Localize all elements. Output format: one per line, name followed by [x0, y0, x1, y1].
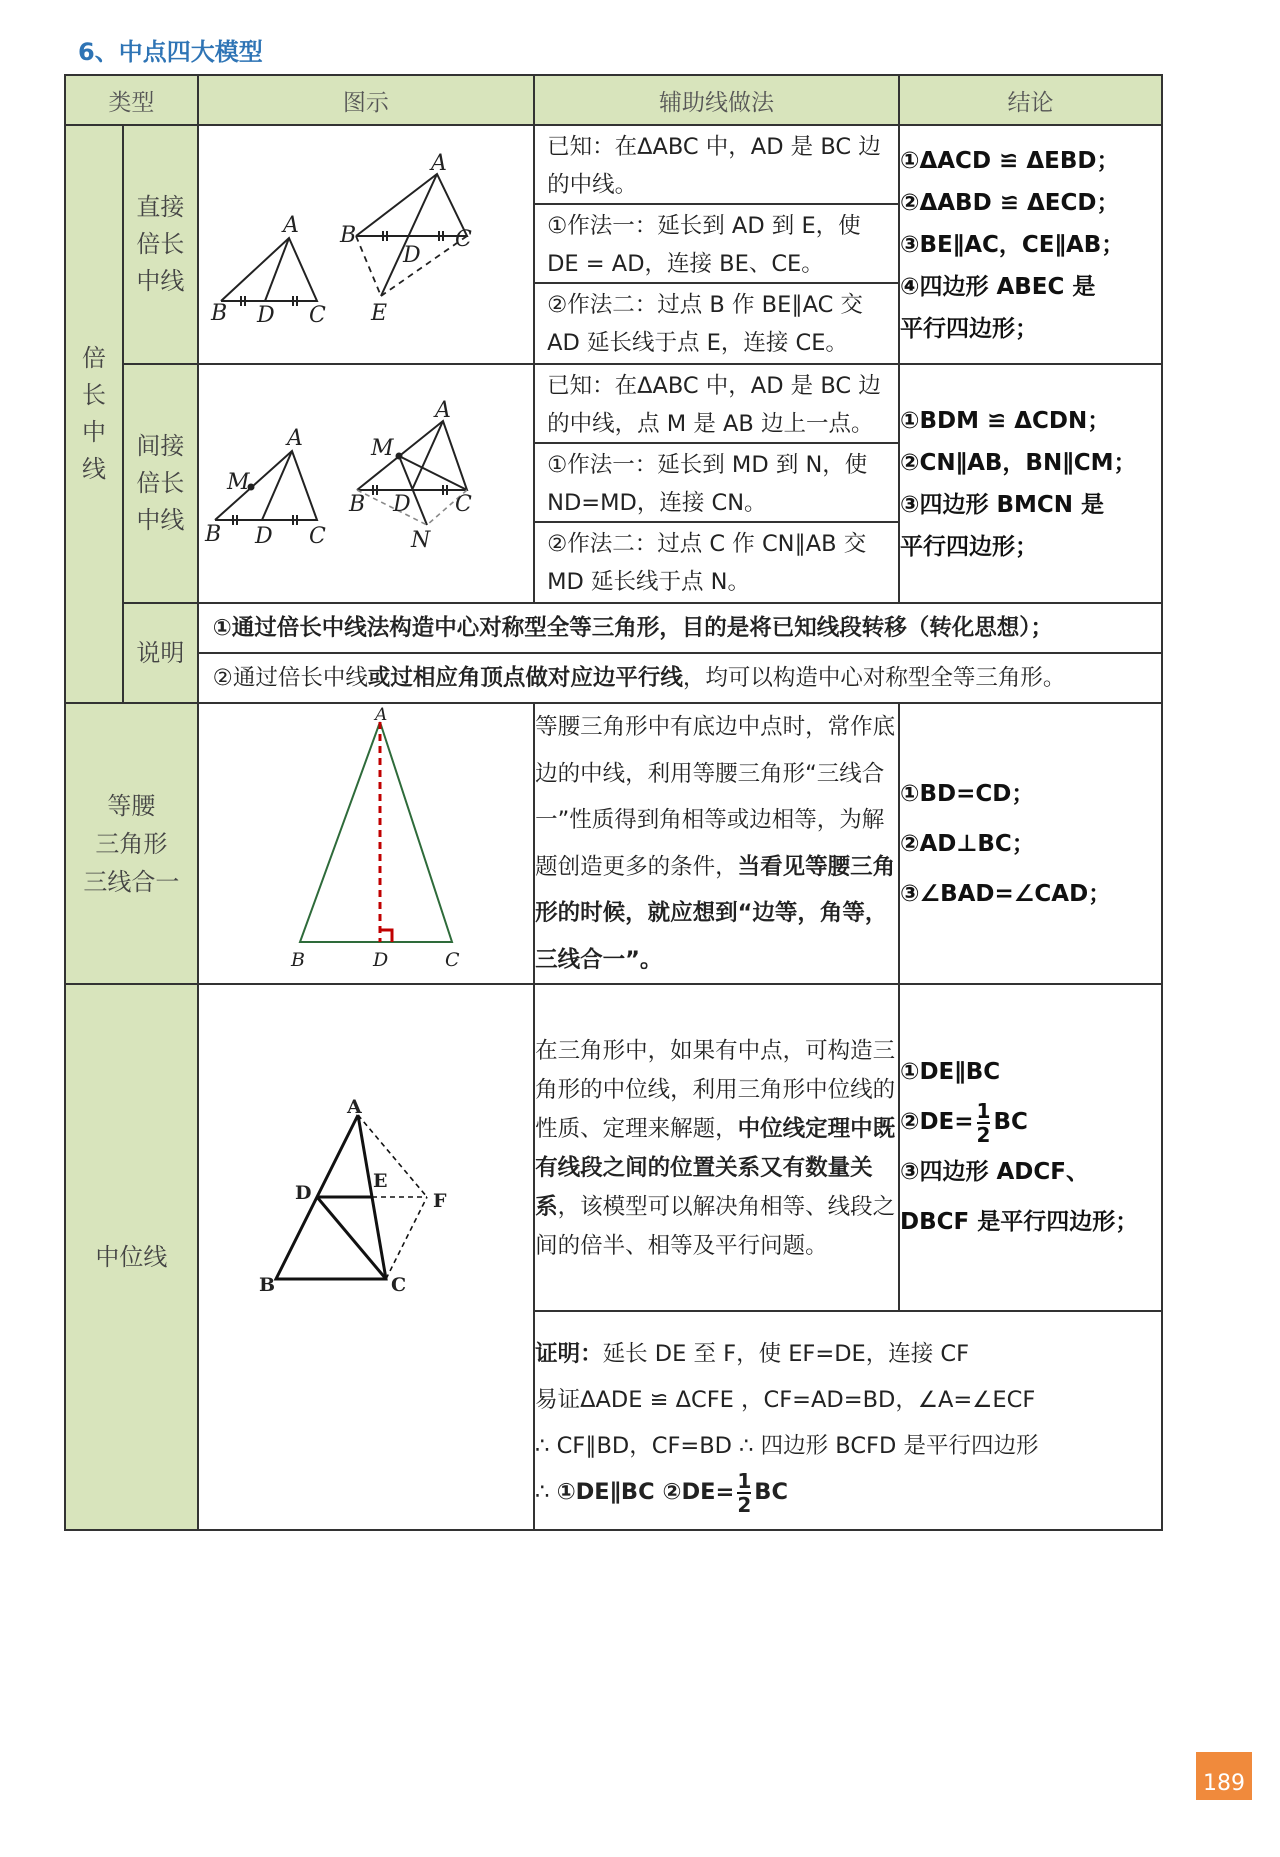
header-type: 类型: [65, 75, 198, 125]
proof-line-2: 易证ΔADE ≌ ΔCFE ，CF=AD=BD，∠A=∠ECF: [535, 1387, 1036, 1414]
label-B1: B: [210, 301, 227, 326]
label-F6: F: [432, 1190, 447, 1212]
header-method: 辅助线做法: [534, 75, 899, 125]
label-D2: D: [402, 243, 421, 268]
given-direct: 已知：在ΔABC 中，AD 是 BC 边的中线。: [535, 126, 898, 205]
fraction-den: 2: [976, 1122, 991, 1147]
conclusion-midline: [899, 984, 1162, 1311]
label-D1: D: [256, 303, 275, 328]
label-C4: C: [454, 492, 472, 517]
header-conclusion: 结论: [899, 75, 1162, 125]
indirect-median-diagram: [199, 365, 481, 598]
proof-fraction-num: 1: [737, 1468, 752, 1493]
conclusion-indirect-2: ②CN∥AB，BN∥CM；: [899, 449, 1137, 476]
given-indirect: 已知：在ΔABC 中，AD 是 BC 边的中线，点 M 是 AB 边上一点。: [535, 365, 898, 444]
label-A1: A: [282, 213, 299, 238]
subcategory-direct: [123, 125, 198, 364]
category-double-median: [65, 125, 123, 703]
label-A6: A: [346, 1096, 362, 1118]
figure-indirect: [198, 364, 534, 603]
label-B2: B: [339, 223, 356, 248]
label-M3: M: [226, 470, 250, 495]
header-figure: 图示: [198, 75, 534, 125]
category-isosceles: [65, 703, 198, 984]
subcategory-direct-label: 直接倍长中线: [136, 193, 185, 295]
conclusion-mid-2: [900, 1097, 1161, 1147]
label-B5: B: [290, 949, 305, 971]
midline-text-b: 中位线定理中既有线段之间的位置关系又有数量关系: [535, 1116, 896, 1221]
label-B6: B: [258, 1274, 275, 1296]
isosceles-text-a: 等腰三角形中有底边中点时，常作底边的中线，利用等腰三角形“三线合一”性质得到角相等或边相等，为解题创造更多的条件，: [535, 714, 896, 880]
subcategory-note: 说明: [123, 603, 198, 703]
label-A3: A: [286, 426, 303, 451]
subcategory-indirect: [123, 364, 198, 603]
method-isosceles: [534, 703, 899, 984]
conclusion-indirect-1: ①BDM ≌ ΔCDN；: [899, 407, 1111, 434]
midpoint-models-table: [64, 74, 1163, 1531]
header-row: [65, 75, 1162, 125]
proof-line-4: [535, 1469, 1161, 1516]
label-A5: A: [374, 705, 387, 725]
conclusion-direct-5: 平行四边形；: [899, 315, 1038, 342]
label-D5: D: [372, 949, 388, 971]
conclusion-direct: [899, 125, 1162, 364]
isosceles-diagram: [199, 704, 481, 979]
note-2a: ②通过倍长中线: [212, 665, 368, 691]
label-C5: C: [444, 949, 460, 971]
conclusion-isosceles: [899, 703, 1162, 984]
conclusion-mid-1: ①DE∥BC: [899, 1059, 1001, 1086]
method-midline: [534, 984, 899, 1311]
method2-direct: ②作法二：过点 B 作 BE∥AC 交 AD 延长线于点 E，连接 CE。: [547, 292, 863, 356]
proof-4-pre: ∴: [535, 1479, 557, 1506]
conclusion-direct-2: ②ΔABD ≌ ΔECD；: [899, 189, 1120, 216]
conclusion-direct-3: ③BE∥AC，CE∥AB；: [899, 231, 1125, 258]
conclusion-mid-2-post: BC: [993, 1109, 1028, 1136]
isosceles-text-b: 当看见等腰三角形的时候，就应想到“边等，角等，三线合一”。: [535, 853, 896, 973]
point-M2: [395, 453, 402, 460]
conclusion-mid-3: ③四边形 ADCF、: [899, 1159, 1089, 1186]
label-B3: B: [204, 522, 221, 547]
conclusion-direct-4: ④四边形 ABEC 是: [899, 273, 1096, 300]
row-isosceles: [65, 703, 1162, 984]
category-midline: 中位线: [65, 984, 198, 1530]
isosceles-label-1: 等腰: [107, 791, 156, 820]
label-C3: C: [308, 524, 326, 549]
label-D6: D: [294, 1182, 312, 1204]
figure-midline: [198, 984, 534, 1530]
label-E6: E: [372, 1170, 388, 1192]
label-A4: A: [434, 398, 451, 423]
proof-line-1: [535, 1331, 1161, 1377]
section-title: 6、中点四大模型: [78, 38, 263, 66]
method1-indirect: ①作法一：延长到 MD 到 N，使 ND=MD，连接 CN。: [535, 444, 898, 523]
label-B4: B: [348, 492, 365, 517]
proof-4a: ①DE∥BC ②DE=: [556, 1479, 735, 1506]
note-1: ①通过倍长中线法构造中心对称型全等三角形，目的是将已知线段转移（转化思想）；: [199, 604, 1161, 654]
label-C2: C: [454, 227, 472, 252]
label-C6: C: [390, 1274, 406, 1296]
proof-4b: BC: [754, 1479, 788, 1506]
note-2c: ，均可以构造中心对称型全等三角形。: [682, 665, 1066, 691]
figure-direct: [198, 125, 534, 364]
isosceles-label-2: 三角形: [95, 829, 168, 858]
fraction-num: 1: [976, 1098, 991, 1123]
conclusion-indirect-3: ③四边形 BMCN 是: [899, 491, 1105, 518]
label-D4: D: [392, 492, 411, 517]
proof-label: 证明：: [535, 1341, 603, 1368]
proof-fraction: [737, 1470, 751, 1516]
label-C1: C: [308, 303, 326, 328]
figure-isosceles: [198, 703, 534, 984]
conclusion-indirect-4: 平行四边形；: [899, 533, 1038, 560]
subcategory-indirect-label: 间接倍长中线: [136, 432, 185, 534]
conclusion-mid-2-pre: ②DE=: [899, 1109, 974, 1136]
row-note: [65, 603, 1162, 703]
conclusion-iso-3: ③∠BAD=∠CAD；: [899, 880, 1112, 907]
proof-fraction-den: 2: [737, 1492, 752, 1517]
label-N4: N: [410, 528, 430, 553]
conclusion-iso-2: ②AD⊥BC；: [899, 830, 1035, 857]
label-E2: E: [370, 301, 387, 326]
proof-cell: [534, 1311, 1162, 1530]
label-D3: D: [254, 524, 273, 549]
note-cell: [198, 603, 1162, 703]
midline-diagram: [199, 985, 481, 1525]
note-2b: 或过相应角顶点做对应边平行线: [367, 665, 683, 691]
row-direct: [65, 125, 1162, 364]
conclusion-mid-4: DBCF 是平行四边形；: [899, 1209, 1139, 1236]
note-2: [199, 654, 1161, 702]
page-number-badge: 189: [1196, 1752, 1252, 1800]
isosceles-label-3: 三线合一: [83, 867, 180, 896]
proof-1: 延长 DE 至 F，使 EF=DE，连接 CF: [602, 1341, 970, 1368]
conclusion-direct-1: ①ΔACD ≌ ΔEBD；: [899, 147, 1120, 174]
direct-median-diagram: [199, 126, 481, 359]
conclusion-indirect: [899, 364, 1162, 603]
method-indirect-cell: [534, 364, 899, 603]
category-double-median-label: 倍长中线: [82, 344, 107, 483]
conclusion-iso-1: ①BD=CD；: [899, 780, 1035, 807]
midline-text-c: ，该模型可以解决角相等、线段之间的倍半、相等及平行问题。: [535, 1194, 896, 1260]
midline-text-a: 在三角形中，如果有中点，可构造三角形的中位线，利用三角形中位线的性质、定理来解题，: [535, 1038, 896, 1143]
fraction-half: [977, 1100, 991, 1146]
proof-line-3: ∴ CF∥BD，CF=BD ∴ 四边形 BCFD 是平行四边形: [535, 1433, 1039, 1460]
row-indirect: [65, 364, 1162, 603]
row-midline: [65, 984, 1162, 1311]
method-direct-cell: [534, 125, 899, 364]
label-A2: A: [430, 151, 447, 176]
label-M4: M: [370, 436, 394, 461]
method2-indirect: ②作法二：过点 C 作 CN∥AB 交 MD 延长线于点 N。: [547, 531, 867, 595]
method1-direct: ①作法一：延长到 AD 到 E，使 DE = AD，连接 BE、CE。: [535, 205, 898, 284]
